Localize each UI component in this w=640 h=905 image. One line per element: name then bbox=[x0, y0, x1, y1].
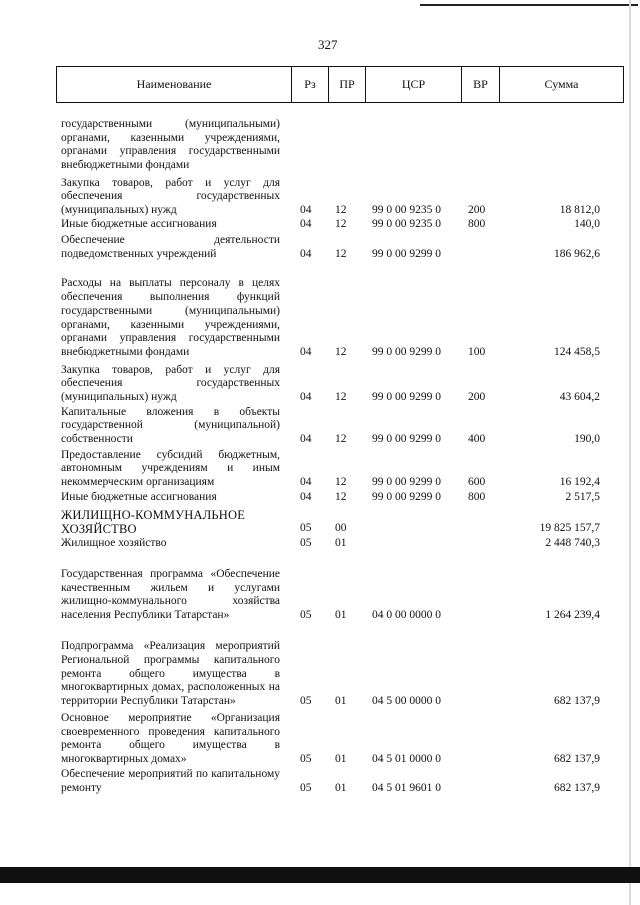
row-pr: 01 bbox=[335, 753, 347, 766]
row-pr: 12 bbox=[335, 204, 347, 217]
row-sum: 682 137,9 bbox=[554, 753, 600, 766]
row-rz: 05 bbox=[300, 537, 312, 550]
row-pr: 01 bbox=[335, 537, 347, 550]
header-csr: ЦСР bbox=[365, 67, 461, 102]
row-rz: 04 bbox=[300, 248, 312, 261]
row-pr: 01 bbox=[335, 609, 347, 622]
row-pr: 12 bbox=[335, 391, 347, 404]
row-sum: 682 137,9 bbox=[554, 782, 600, 795]
row-rz: 05 bbox=[300, 609, 312, 622]
row-vr: 200 bbox=[468, 391, 486, 404]
row-name: Закупка товаров, работ и услуг для обеспечения государственных (муниципальных) нужд bbox=[61, 363, 280, 404]
row-rz: 04 bbox=[300, 433, 312, 446]
scan-bottom-band bbox=[0, 867, 640, 883]
row-pr: 12 bbox=[335, 433, 347, 446]
row-name: Государственная программа «Обеспечение качественным жильем и услугами жилищно-коммунального хозяйства населения Республики Татарстан» bbox=[61, 567, 280, 622]
header-pr: ПР bbox=[328, 67, 365, 102]
row-rz: 04 bbox=[300, 204, 312, 217]
row-sum: 124 458,5 bbox=[554, 346, 600, 359]
row-rz: 04 bbox=[300, 391, 312, 404]
row-csr: 99 0 00 9299 0 bbox=[372, 248, 441, 261]
row-csr: 04 5 01 0000 0 bbox=[372, 753, 441, 766]
row-pr: 12 bbox=[335, 248, 347, 261]
row-name: ЖИЛИЩНО-КОММУНАЛЬНОЕ ХОЗЯЙСТВО bbox=[61, 508, 246, 536]
row-csr: 99 0 00 9299 0 bbox=[372, 391, 441, 404]
row-name: Обеспечение деятельности подведомственных учреждений bbox=[61, 234, 280, 261]
row-sum: 186 962,6 bbox=[554, 248, 600, 261]
row-vr: 800 bbox=[468, 218, 486, 231]
row-sum: 2 517,5 bbox=[565, 491, 600, 504]
row-sum: 682 137,9 bbox=[554, 695, 600, 708]
row-name: Иные бюджетные ассигнования bbox=[61, 491, 217, 504]
row-sum: 16 192,4 bbox=[559, 476, 600, 489]
row-pr: 12 bbox=[335, 346, 347, 359]
row-vr: 100 bbox=[468, 346, 486, 359]
row-name: Жилищное хозяйство bbox=[61, 537, 167, 550]
row-name: Обеспечение мероприятий по капитальному ремонту bbox=[61, 768, 280, 795]
header-rz: Рз bbox=[291, 67, 328, 102]
row-sum: 2 448 740,3 bbox=[545, 537, 600, 550]
row-vr: 600 bbox=[468, 476, 486, 489]
row-rz: 05 bbox=[300, 753, 312, 766]
row-pr: 12 bbox=[335, 218, 347, 231]
row-rz: 05 bbox=[300, 695, 312, 708]
page-number: 327 bbox=[318, 37, 338, 52]
row-rz: 05 bbox=[300, 522, 312, 535]
row-sum: 19 825 157,7 bbox=[539, 522, 600, 535]
row-rz: 05 bbox=[300, 782, 312, 795]
row-csr: 99 0 00 9299 0 bbox=[372, 476, 441, 489]
row-name: Иные бюджетные ассигнования bbox=[61, 218, 217, 231]
row-name: Подпрограмма «Реализация мероприятий Региональной программы капитального ремонта общего имущества в многоквартирных домах, расположенных на территории Республики Татарстан» bbox=[61, 640, 280, 708]
row-csr: 04 0 00 0000 0 bbox=[372, 609, 441, 622]
row-vr: 200 bbox=[468, 204, 486, 217]
row-sum: 43 604,2 bbox=[559, 391, 600, 404]
row-rz: 04 bbox=[300, 491, 312, 504]
row-rz: 04 bbox=[300, 218, 312, 231]
row-sum: 190,0 bbox=[574, 433, 600, 446]
row-sum: 140,0 bbox=[574, 218, 600, 231]
row-csr: 99 0 00 9235 0 bbox=[372, 204, 441, 217]
row-name: Основное мероприятие «Организация своевременного проведения капитального ремонта общего имущества в многоквартирных домах» bbox=[61, 711, 280, 766]
row-pr: 12 bbox=[335, 476, 347, 489]
row-name: государственными (муниципальными) органами, казенными учреждениями, органами управления государственными внебюджетными фондами bbox=[61, 117, 280, 172]
row-sum: 1 264 239,4 bbox=[545, 609, 600, 622]
row-pr: 00 bbox=[335, 522, 347, 535]
row-pr: 01 bbox=[335, 782, 347, 795]
row-csr: 99 0 00 9299 0 bbox=[372, 433, 441, 446]
row-pr: 12 bbox=[335, 491, 347, 504]
row-csr: 04 5 00 0000 0 bbox=[372, 695, 441, 708]
row-sum: 18 812,0 bbox=[559, 204, 600, 217]
row-pr: 01 bbox=[335, 695, 347, 708]
row-csr: 99 0 00 9235 0 bbox=[372, 218, 441, 231]
row-csr: 99 0 00 9299 0 bbox=[372, 491, 441, 504]
header-sum: Сумма bbox=[499, 67, 623, 102]
row-csr: 99 0 00 9299 0 bbox=[372, 346, 441, 359]
row-rz: 04 bbox=[300, 346, 312, 359]
row-vr: 800 bbox=[468, 491, 486, 504]
header-name: Наименование bbox=[136, 77, 212, 91]
row-name: Закупка товаров, работ и услуг для обеспечения государственных (муниципальных) нужд bbox=[61, 176, 280, 217]
row-vr: 400 bbox=[468, 433, 486, 446]
row-csr: 04 5 01 9601 0 bbox=[372, 782, 441, 795]
row-name: Предоставление субсидий бюджетным, автономным учреждениям и иным некоммерческим организациям bbox=[61, 448, 280, 489]
row-rz: 04 bbox=[300, 476, 312, 489]
header-vr: ВР bbox=[461, 67, 499, 102]
row-name: Капитальные вложения в объекты государственной (муниципальной) собственности bbox=[61, 405, 280, 446]
row-name: Расходы на выплаты персоналу в целях обеспечения выполнения функций государственными (муниципальными) органами, казенными учреждениями, органами управления государственными внебюджетными фондами bbox=[61, 277, 280, 359]
